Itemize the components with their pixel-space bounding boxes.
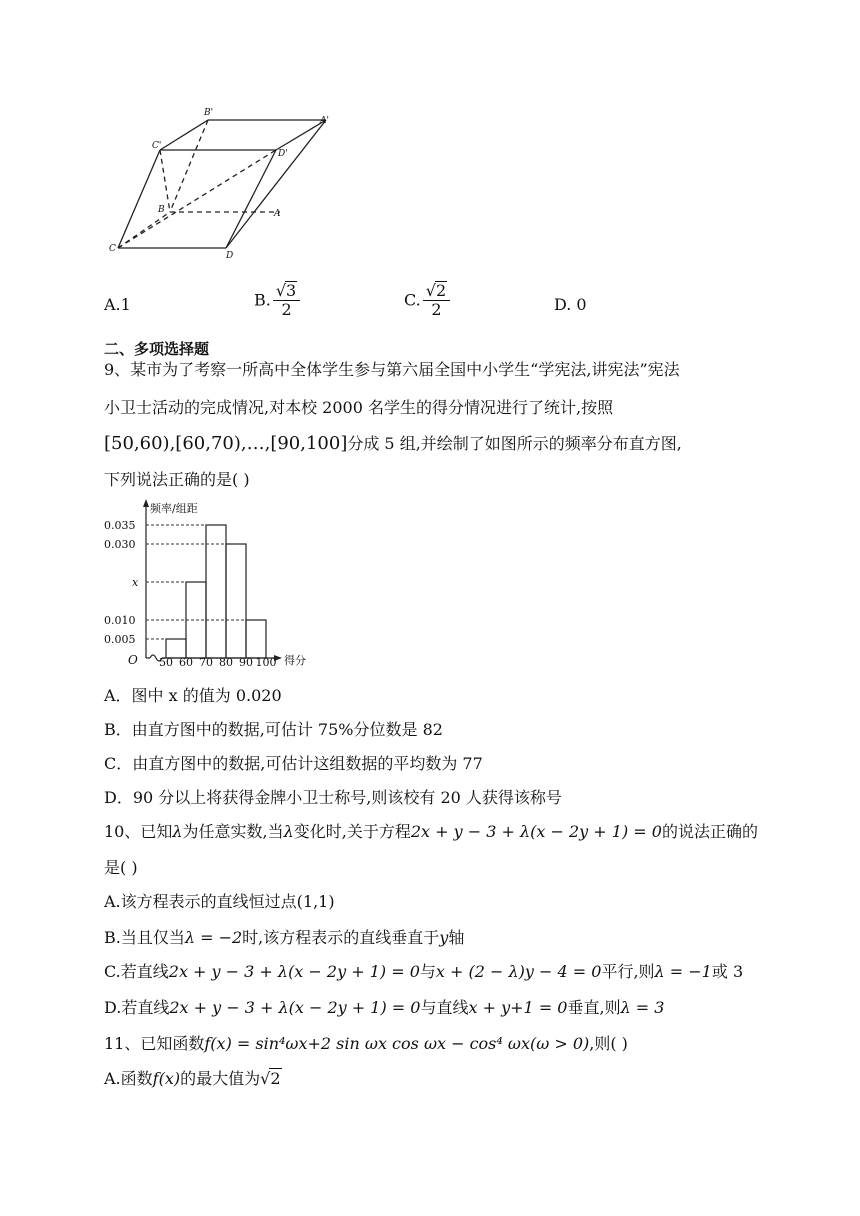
chart-ylabel: 频率/组距 [150,502,198,515]
x-tick-label: 50 [159,656,173,669]
q11-option-a: A.函数f(x)的最大值为√2 [104,1069,281,1088]
chart-xlabel: 得分 [284,654,306,667]
q11-line1: 11、已知函数f(x) = sin⁴ωx+2 sin ωx cos ωx − cos⁴ ωx(ω > 0),则( ) [104,1034,628,1053]
histogram-bar [206,525,226,658]
section-heading: 二、多项选择题 [104,340,210,358]
q9-line3-rest: 分成 5 组,并绘制了如图所示的频率分布直方图, [347,434,682,453]
x-tick-label: 90 [239,656,253,669]
q10-option-b: B.当且仅当λ = −2时,该方程表示的直线垂直于y轴 [104,928,465,947]
q8-option-d: D. 0 [554,295,587,314]
q9-line3 [104,434,682,454]
histogram-bar [246,620,266,658]
y-tick-label: 0.010 [104,614,136,627]
x-tick-label: 60 [179,656,193,669]
y-tick-label: 0.005 [104,633,136,646]
y-tick-label: 0.030 [104,538,136,551]
parallelepiped-figure [104,100,344,265]
q9-line2: 小卫士活动的完成情况,对本校 2000 名学生的得分情况进行了统计,按照 [104,398,614,417]
q9-line4: 下列说法正确的是( ) [104,470,250,489]
chart-origin: O [128,653,138,667]
label-a: A [274,209,281,219]
q8-option-b: B. $\frac{√3}{2}$ [254,281,300,319]
label-b: B [158,205,165,215]
q8-option-a: A.1 [104,295,131,314]
q9-intervals: [50,60),[60,70),…,[90,100] [104,433,348,454]
q11-equation: f(x) = sin⁴ωx+2 sin ωx cos ωx − cos⁴ ωx(ω > 0) [204,1034,590,1053]
label-c-prime: C' [152,141,162,151]
q9-option-b: B．由直方图中的数据,可估计 75%分位数是 82 [104,720,443,739]
q10-line1: 10、已知λ为任意实数,当λ变化时,关于方程2x + y − 3 + λ(x − 2y + 1) = 0的说法正确的 [104,822,758,841]
q8-option-c: C. $\frac{√2}{2}$ [404,281,450,319]
y-tick-label: 0.035 [104,519,136,532]
label-d-prime: D' [278,149,288,159]
label-a-prime: A' [320,116,329,126]
label-c: C [109,244,116,254]
label-d: D [226,251,234,261]
histogram-bar [226,544,246,658]
label-b-prime: B' [204,108,214,118]
q10-option-c: C.若直线2x + y − 3 + λ(x − 2y + 1) = 0与x + (2 − λ)y − 4 = 0平行,则λ = −1或 3 [104,962,744,981]
y-tick-label: x [132,576,139,589]
q10-equation: 2x + y − 3 + λ(x − 2y + 1) = 0 [410,822,662,841]
q10-option-d: D.若直线2x + y − 3 + λ(x − 2y + 1) = 0与直线x + y+1 = 0垂直,则λ = 3 [104,998,665,1017]
q10-option-a: A.该方程表示的直线恒过点(1,1) [104,892,335,911]
x-tick-label: 70 [199,656,213,669]
q9-line1: 9、某市为了考察一所高中全体学生参与第六届全国中小学生“学宪法,讲宪法”宪法 [104,360,680,379]
q10-line2: 是( ) [104,858,138,877]
frequency-histogram [100,496,320,672]
q9-option-c: C．由直方图中的数据,可估计这组数据的平均数为 77 [104,754,483,773]
q9-option-d: D．90 分以上将获得金牌小卫士称号,则该校有 20 人获得该称号 [104,788,562,807]
x-tick-label: 80 [219,656,233,669]
q9-option-a: A．图中 x 的值为 0.020 [104,686,282,705]
x-tick-label: 100 [255,656,277,669]
